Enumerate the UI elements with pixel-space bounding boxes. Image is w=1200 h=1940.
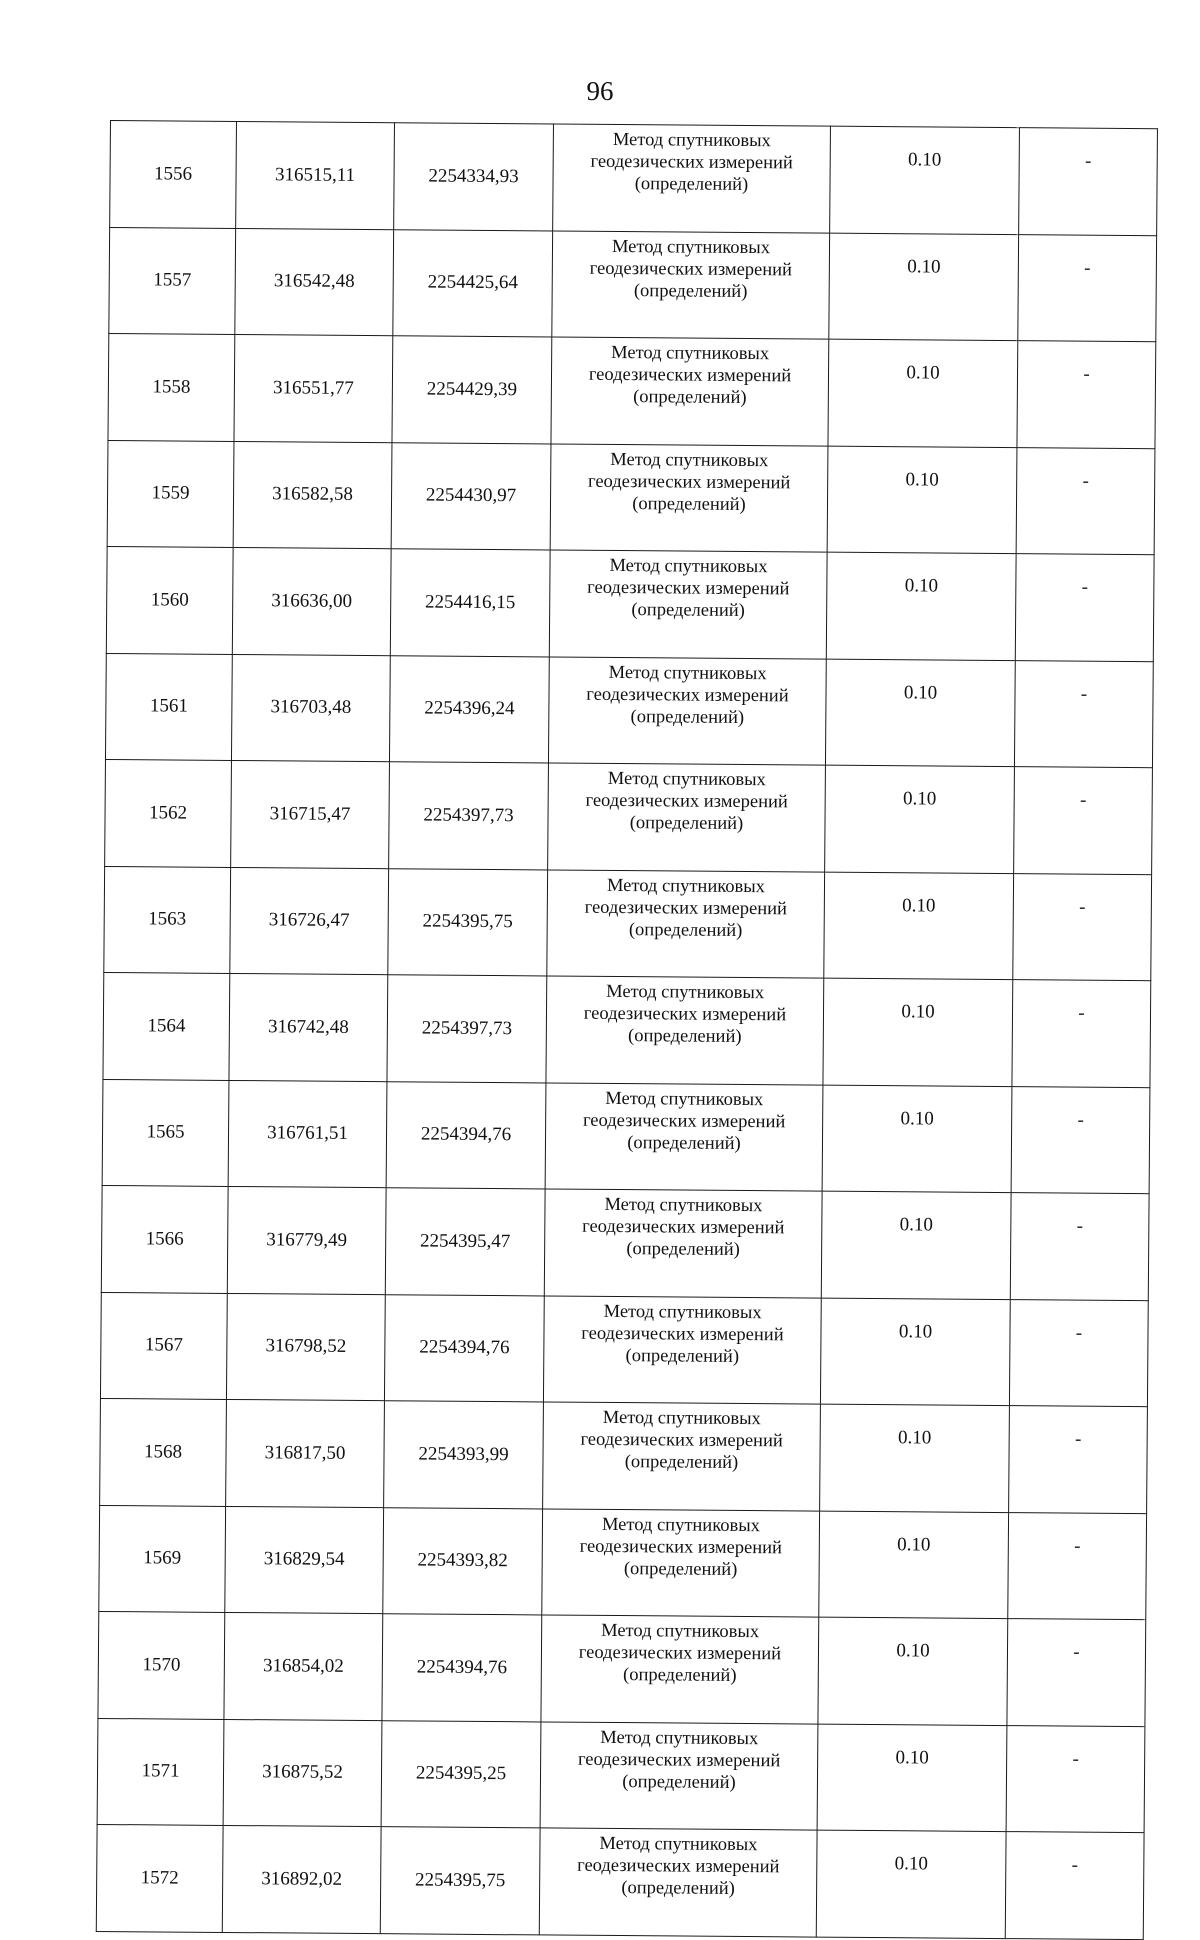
method-line: геодезических измерений [585, 790, 788, 813]
method-line: (определений) [632, 493, 746, 515]
note-cell: - [1013, 873, 1152, 981]
method-cell [550, 443, 828, 552]
precision-cell: 0.10 [816, 1830, 1006, 1938]
x-coordinate-cell: 316742,48 [229, 973, 388, 1081]
method-line: (определений) [629, 813, 744, 834]
point-number-cell: 1561 [105, 653, 232, 760]
method-line: Метод спутниковых [605, 1088, 764, 1110]
point-number-cell: 1558 [108, 333, 235, 440]
point-number-cell: 1570 [98, 1611, 225, 1718]
y-coordinate-cell: 2254334,93 [394, 123, 554, 231]
method-line: геодезических измерений [582, 1216, 785, 1239]
method-line: (определений) [621, 1878, 735, 1899]
table-row [100, 1398, 1148, 1513]
method-line: Метод спутниковых [608, 662, 767, 684]
y-coordinate-cell: 2254396,24 [389, 655, 549, 763]
precision-cell: 0.10 [825, 659, 1015, 767]
x-coordinate-cell: 316542,48 [235, 228, 394, 336]
point-number-cell: 1563 [104, 866, 231, 973]
method-cell [540, 1721, 818, 1830]
method-line: (определений) [633, 280, 748, 302]
method-line: Метод спутниковых [609, 555, 768, 578]
point-number-cell: 1571 [97, 1718, 224, 1825]
table-row [107, 440, 1155, 555]
y-coordinate-cell: 2254395,47 [385, 1188, 545, 1296]
y-coordinate-cell: 2254416,15 [390, 549, 550, 657]
table-row [105, 759, 1153, 874]
note-cell: - [1005, 1832, 1144, 1940]
method-line: геодезических измерений [577, 1855, 780, 1878]
point-number-cell: 1560 [106, 546, 233, 653]
note-cell: - [1016, 447, 1155, 555]
method-cell [544, 1189, 822, 1298]
note-cell: - [1019, 128, 1158, 236]
method-cell [552, 230, 830, 339]
table-row [100, 1292, 1148, 1407]
y-coordinate-cell: 2254393,99 [384, 1401, 544, 1509]
method-line: Метод спутниковых [601, 1514, 761, 1536]
point-number-cell: 1565 [102, 1079, 229, 1186]
y-coordinate-cell: 2254425,64 [393, 229, 553, 337]
method-cell [539, 1828, 817, 1937]
note-cell: - [1008, 1512, 1147, 1620]
table-row [103, 972, 1151, 1087]
table-row [106, 546, 1154, 661]
precision-cell: 0.10 [821, 1191, 1011, 1299]
y-coordinate-cell: 2254395,75 [388, 868, 548, 976]
note-cell: - [1017, 341, 1156, 449]
method-line: (определений) [622, 1771, 736, 1793]
table-row [105, 653, 1153, 768]
note-cell: - [1012, 980, 1151, 1088]
table-row [97, 1718, 1145, 1833]
note-cell: - [1015, 554, 1154, 662]
precision-cell: 0.10 [827, 446, 1017, 554]
method-cell [553, 124, 831, 233]
method-line: геодезических измерений [587, 471, 791, 493]
y-coordinate-cell: 2254397,73 [387, 975, 547, 1083]
method-line: геодезических измерений [582, 1110, 786, 1132]
x-coordinate-cell: 316582,58 [233, 441, 392, 549]
point-number-cell: 1572 [96, 1824, 223, 1931]
precision-cell: 0.10 [828, 339, 1018, 447]
method-line: Метод спутниковых [602, 1407, 761, 1430]
y-coordinate-cell: 2254394,76 [384, 1294, 544, 1402]
method-cell [541, 1615, 819, 1724]
x-coordinate-cell: 316829,54 [225, 1506, 384, 1614]
method-cell [549, 550, 827, 659]
method-line: геодезических измерений [590, 151, 793, 174]
method-line: (определений) [624, 1452, 739, 1473]
y-coordinate-cell: 2254397,73 [389, 762, 549, 870]
method-line: Метод спутниковых [604, 1194, 763, 1217]
table-row [98, 1611, 1146, 1726]
method-line: геодезических измерений [577, 1749, 781, 1771]
method-line: (определений) [625, 1345, 740, 1367]
method-line: геодезических измерений [578, 1642, 782, 1665]
coordinates-table [96, 120, 1158, 1940]
note-cell: - [1009, 1299, 1148, 1407]
method-line: геодезических измерений [581, 1323, 784, 1345]
method-cell [548, 656, 826, 765]
note-cell: - [1014, 767, 1153, 875]
method-line: Метод спутниковых [612, 129, 771, 152]
method-cell [551, 337, 829, 446]
method-cell [545, 1082, 823, 1191]
method-line: Метод спутниковых [610, 449, 769, 471]
point-number-cell: 1562 [105, 759, 232, 866]
note-cell: - [1006, 1725, 1145, 1833]
note-cell: - [1010, 1193, 1149, 1301]
table-row [99, 1505, 1147, 1620]
method-cell [546, 976, 824, 1085]
method-line: геодезических измерений [584, 897, 788, 919]
precision-cell: 0.10 [826, 552, 1016, 660]
point-number-cell: 1568 [100, 1398, 227, 1505]
method-line: геодезических измерений [586, 684, 789, 706]
note-cell: - [1009, 1406, 1148, 1514]
x-coordinate-cell: 316715,47 [231, 760, 390, 868]
point-number-cell: 1556 [110, 121, 237, 228]
x-coordinate-cell: 316636,00 [232, 547, 391, 655]
method-line: (определений) [626, 1239, 740, 1260]
precision-cell: 0.10 [825, 765, 1015, 873]
y-coordinate-cell: 2254395,25 [381, 1720, 541, 1828]
method-line: Метод спутниковых [611, 342, 770, 365]
x-coordinate-cell: 316761,51 [228, 1080, 387, 1188]
method-line: Метод спутниковых [601, 1620, 760, 1643]
precision-cell: 0.10 [823, 978, 1013, 1086]
precision-cell: 0.10 [824, 872, 1014, 980]
point-number-cell: 1567 [100, 1292, 227, 1399]
y-coordinate-cell: 2254394,76 [386, 1081, 546, 1189]
method-line: (определений) [622, 1665, 737, 1686]
x-coordinate-cell: 316798,52 [226, 1293, 385, 1401]
method-line: Метод спутниковых [611, 236, 771, 258]
note-cell: - [1007, 1619, 1146, 1727]
point-number-cell: 1557 [109, 227, 236, 334]
y-coordinate-cell: 2254429,39 [392, 336, 552, 444]
method-line: Метод спутниковых [607, 768, 766, 791]
point-number-cell: 1559 [107, 440, 234, 547]
table-row [104, 866, 1152, 981]
method-cell [547, 869, 825, 978]
method-line: Метод спутниковых [603, 1301, 762, 1323]
point-number-cell: 1569 [99, 1505, 226, 1612]
note-cell: - [1014, 660, 1153, 768]
y-coordinate-cell: 2254393,82 [383, 1507, 543, 1615]
x-coordinate-cell: 316515,11 [236, 121, 395, 229]
y-coordinate-cell: 2254395,75 [380, 1827, 540, 1935]
x-coordinate-cell: 316779,49 [227, 1186, 386, 1294]
point-number-cell: 1564 [103, 972, 230, 1079]
table-row [109, 227, 1157, 342]
method-line: Метод спутниковых [606, 981, 765, 1004]
precision-cell: 0.10 [822, 1085, 1012, 1193]
point-number-cell: 1566 [101, 1185, 228, 1292]
y-coordinate-cell: 2254430,97 [391, 442, 551, 550]
y-coordinate-cell: 2254394,76 [382, 1614, 542, 1722]
method-line: (определений) [630, 706, 745, 728]
method-line: геодезических измерений [588, 364, 792, 387]
method-line: (определений) [633, 387, 747, 409]
table-row [108, 333, 1156, 448]
x-coordinate-cell: 316892,02 [222, 1825, 381, 1933]
table-row [96, 1824, 1144, 1939]
page-number: 96 [586, 76, 614, 106]
method-line: геодезических измерений [579, 1536, 783, 1558]
method-cell [543, 1402, 821, 1511]
table-row [110, 121, 1158, 236]
method-line: (определений) [631, 600, 745, 622]
method-line: геодезических измерений [589, 258, 793, 280]
precision-cell: 0.10 [820, 1298, 1010, 1406]
x-coordinate-cell: 316854,02 [224, 1612, 383, 1720]
precision-cell: 0.10 [829, 233, 1019, 341]
method-line: Метод спутниковых [600, 1727, 759, 1749]
method-cell [543, 1295, 821, 1404]
precision-cell: 0.10 [817, 1724, 1007, 1832]
coordinates-table-body [96, 121, 1157, 1940]
method-line: (определений) [628, 919, 743, 941]
method-line: (определений) [628, 1026, 742, 1047]
method-line: (определений) [627, 1132, 741, 1154]
method-line: (определений) [634, 174, 749, 196]
precision-cell: 0.10 [820, 1404, 1010, 1512]
method-line: геодезических измерений [583, 1003, 787, 1026]
x-coordinate-cell: 316875,52 [223, 1719, 382, 1827]
x-coordinate-cell: 316726,47 [230, 867, 389, 975]
method-line: Метод спутниковых [606, 875, 766, 897]
method-line: Метод спутниковых [599, 1833, 758, 1856]
x-coordinate-cell: 316817,50 [226, 1399, 385, 1507]
precision-cell: 0.10 [830, 126, 1020, 234]
method-cell [548, 763, 826, 872]
precision-cell: 0.10 [819, 1511, 1009, 1619]
method-cell [542, 1508, 820, 1617]
table-row [101, 1185, 1149, 1300]
x-coordinate-cell: 316703,48 [231, 654, 390, 762]
method-line: геодезических измерений [580, 1429, 783, 1452]
note-cell: - [1011, 1086, 1150, 1194]
table-row [102, 1079, 1150, 1194]
note-cell: - [1018, 234, 1157, 342]
method-line: (определений) [623, 1558, 738, 1580]
precision-cell: 0.10 [818, 1617, 1008, 1725]
x-coordinate-cell: 316551,77 [234, 334, 393, 442]
method-line: геодезических измерений [587, 577, 790, 600]
